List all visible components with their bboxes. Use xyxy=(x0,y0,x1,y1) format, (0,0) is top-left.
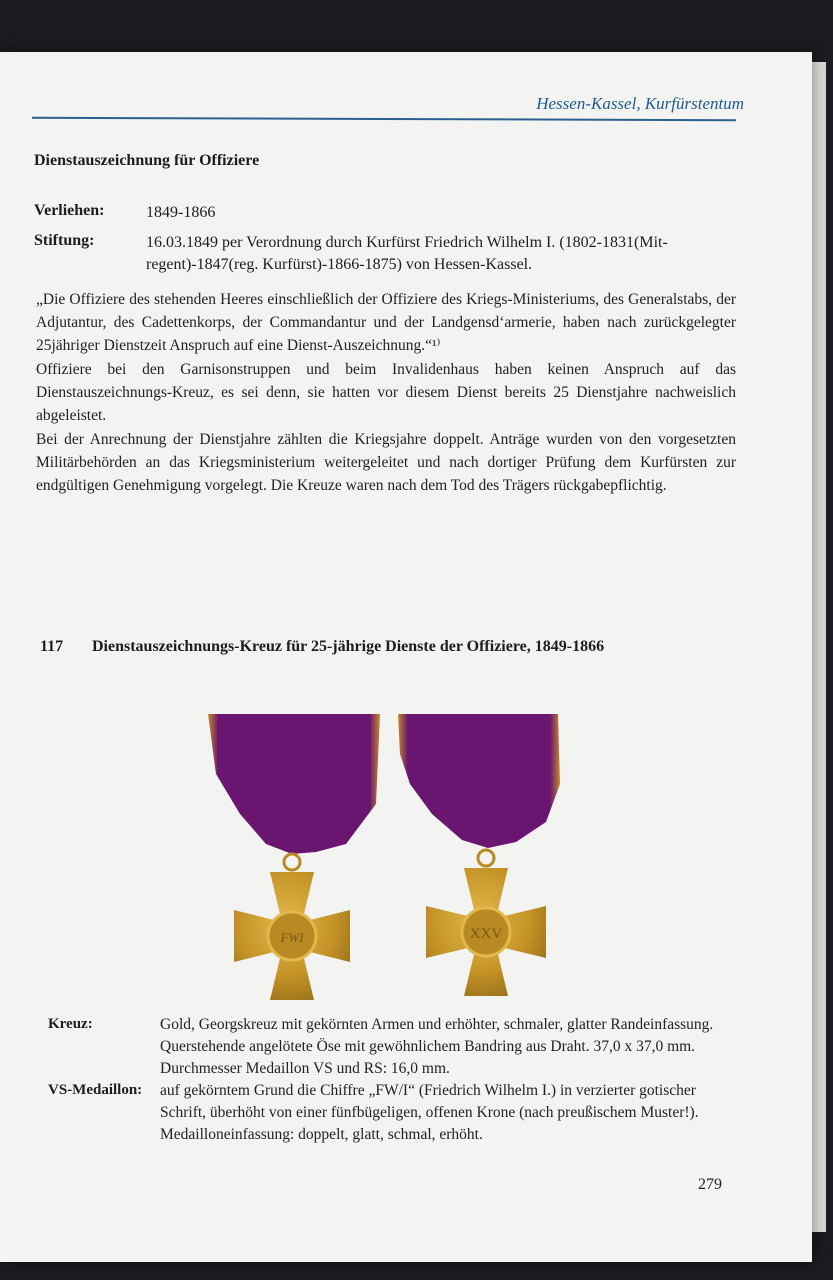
section-title: Dienstauszeichnung für Offiziere xyxy=(34,152,260,169)
reverse-ribbon xyxy=(398,714,560,848)
verliehen-row xyxy=(34,202,216,221)
verliehen-label: Verliehen: xyxy=(34,202,105,219)
calculation-paragraph: Bei der Anrechnung der Dienstjahre zählten die Kriegsjahre doppelt. Anträge wurden von den vorgesetzten Militärbehörden an das Kriegsministerium weitergeleitet und nach dortiger Prüfung dem Kurfürsten zur endgültigen Genehmigung vorgelegt. Die Kreuze waren nach dem Tod des Trägers rückgabepflichtig. xyxy=(36,431,736,494)
kreuz-label: Kreuz: xyxy=(48,1016,93,1032)
vs-medaillon-text: auf gekörntem Grund die Chiffre „FW/I“ (Friedrich Wilhelm I.) in verzierter gotischer Schrift, überhöht von einer fünfbügeligen, offenen Krone (nach preußischem Muster!). Medailloneinfassung: doppelt, glatt, schmal, erhöht. xyxy=(160,1082,699,1143)
kreuz-text: Gold, Georgskreuz mit gekörnten Armen und erhöhter, schmaler, glatter Randeinfassung. Querstehende angelötete Öse mit gewöhnlichem Bandring aus Draht. 37,0 x 37,0 mm. Durchmesser Medaillon VS und RS: 16,0 mm. xyxy=(160,1016,714,1077)
running-head: Hessen-Kassel, Kurfürstentum xyxy=(536,94,744,113)
stiftung-label: Stiftung: xyxy=(34,232,95,249)
book-page xyxy=(0,52,812,1262)
obverse-cipher: FWI xyxy=(280,930,304,945)
stiftung-value: 16.03.1849 per Verordnung durch Kurfürst Friedrich Wilhelm I. (1802-1831(Mit-regent)-1847(reg. Kurfürst)-1866-1875) von Hessen-Kassel. xyxy=(146,234,668,273)
vs-medaillon-label: VS-Medaillon: xyxy=(48,1082,143,1098)
reverse-ring xyxy=(478,850,494,866)
medal-photo xyxy=(196,654,576,1054)
verliehen-value: 1849-1866 xyxy=(146,204,216,221)
obverse-ribbon xyxy=(208,714,380,854)
header-rule xyxy=(32,117,736,121)
garrison-paragraph: Offiziere bei den Garnisonstruppen und beim Invalidenhaus haben keinen Anspruch auf das Dienstauszeichnungs-Kreuz, es sei denn, sie hatten vor diesem Dienst bereits 25 Dienstjahre nachweislich abgeleistet. xyxy=(36,361,736,424)
item-title: Dienstauszeichnungs-Kreuz für 25-jährige Dienste der Offiziere, 1849-1866 xyxy=(92,638,605,655)
item-number: 117 xyxy=(40,638,64,655)
reverse-medal xyxy=(398,714,560,996)
reverse-numeral: XXV xyxy=(469,926,503,942)
obverse-medal xyxy=(208,714,380,1000)
quote-paragraph: „Die Offiziere des stehenden Heeres einschließlich der Offiziere des Kriegs-Ministeriums, des Generalstabs, der Adjutantur, des Cadettenkorps, der Commandantur und der Landgensd‘armerie, haben nach zurückgelegter 25jähriger Dienstzeit Anspruch auf eine Dienst-Auszeichnung.“¹⁾ xyxy=(36,291,736,354)
obverse-ring xyxy=(284,854,300,870)
stiftung-row xyxy=(34,232,668,273)
page-number: 279 xyxy=(698,1176,722,1193)
